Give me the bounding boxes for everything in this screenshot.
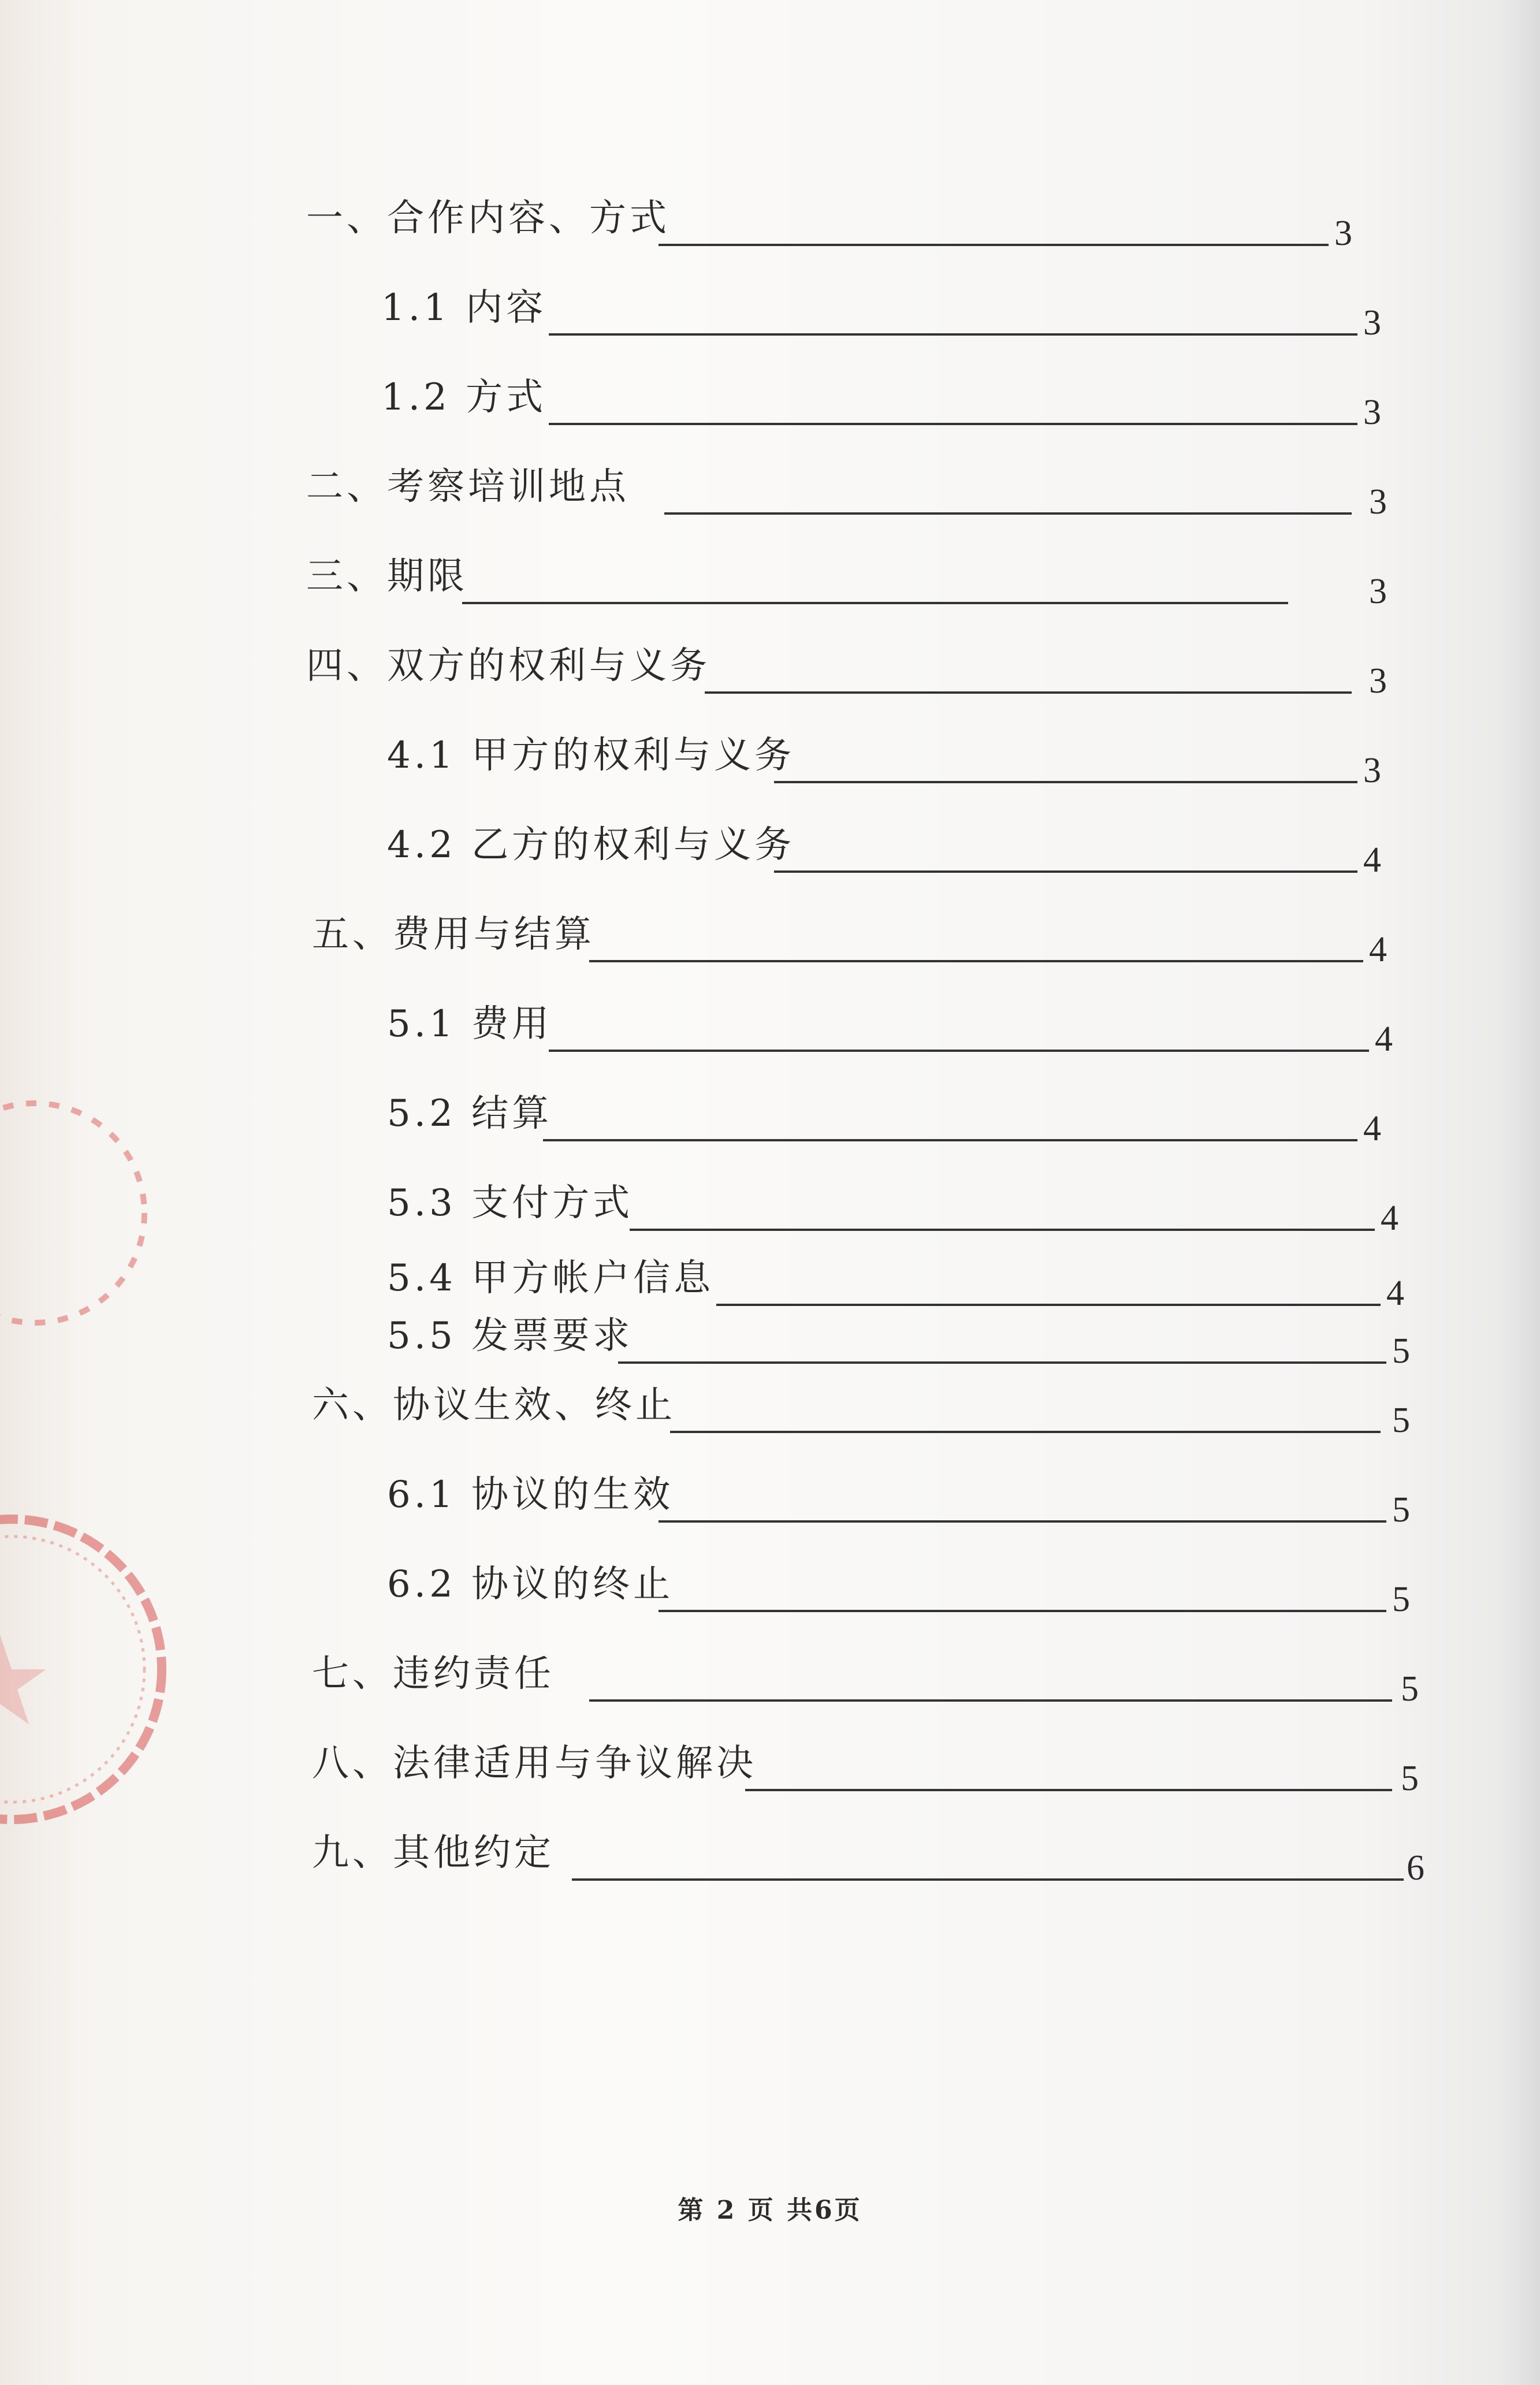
toc-page-number: 3 — [1369, 482, 1387, 522]
toc-entry-label: 九、其他约定 — [312, 1832, 555, 1874]
toc-entry[interactable] — [312, 907, 1398, 970]
toc-entry[interactable] — [387, 1086, 1398, 1149]
toc-leader-line — [618, 1361, 1386, 1364]
toc-leader-line — [774, 870, 1357, 873]
toc-entry-label: 1.2 方式 — [381, 376, 547, 419]
toc-entry-label: 5.3 支付方式 — [387, 1182, 634, 1225]
toc-page-number: 4 — [1381, 1199, 1398, 1238]
toc-entry[interactable] — [312, 1736, 1427, 1799]
toc-leader-line — [589, 1699, 1392, 1702]
toc-entry-label: 八、法律适用与争议解决 — [312, 1742, 757, 1785]
toc-leader-line — [664, 512, 1352, 515]
toc-page-number: 4 — [1369, 930, 1387, 969]
toc-entry-label: 五、费用与结算 — [312, 913, 595, 956]
toc-entry-label: 5.5 发票要求 — [387, 1315, 634, 1357]
toc-leader-line — [630, 1229, 1375, 1231]
toc-entry-label: 六、协议生效、终止 — [312, 1384, 676, 1427]
toc-entry-label: 1.1 内容 — [381, 287, 547, 329]
page-footer: 第 2 页 共6页 — [678, 2196, 862, 2225]
toc-page-number: 4 — [1386, 1274, 1404, 1313]
toc-entry[interactable] — [306, 191, 1363, 254]
toc-page-number: 5 — [1392, 1401, 1410, 1440]
toc-page-number: 5 — [1401, 1669, 1419, 1709]
toc-leader-line — [774, 781, 1357, 783]
toc-entry[interactable] — [312, 1646, 1427, 1710]
toc-page-number: 3 — [1363, 751, 1381, 790]
toc-entry[interactable] — [381, 370, 1386, 433]
toc-leader-line — [670, 1431, 1381, 1433]
toc-entry[interactable] — [387, 1467, 1415, 1531]
toc-entry-label: 4.2 乙方的权利与义务 — [387, 824, 795, 866]
toc-leader-line — [705, 691, 1352, 694]
toc-leader-line — [549, 333, 1357, 336]
toc-entry-label: 6.2 协议的终止 — [387, 1563, 674, 1606]
toc-leader-line — [549, 1050, 1369, 1052]
toc-leader-line — [659, 1520, 1386, 1523]
toc-leader-line — [659, 1610, 1386, 1612]
toc-leader-line — [549, 423, 1357, 425]
toc-leader-line — [716, 1304, 1381, 1306]
toc-entry[interactable] — [387, 996, 1398, 1060]
toc-entry-label: 5.2 结算 — [387, 1092, 553, 1135]
toc-entry[interactable] — [387, 817, 1386, 881]
toc-leader-line — [543, 1139, 1357, 1141]
toc-page-number: 3 — [1334, 214, 1352, 253]
toc-page-number: 4 — [1363, 1109, 1381, 1148]
toc-leader-line — [745, 1789, 1392, 1791]
toc-entry[interactable] — [306, 549, 1392, 612]
toc-entry[interactable] — [381, 280, 1386, 344]
toc-page-number: 4 — [1363, 840, 1381, 880]
toc-page-number: 5 — [1392, 1331, 1410, 1371]
toc-page-number: 3 — [1363, 393, 1381, 432]
toc-entry-label: 4.1 甲方的权利与义务 — [387, 734, 795, 777]
toc-entry-label: 七、违约责任 — [312, 1653, 555, 1695]
toc-entry[interactable] — [387, 1251, 1404, 1314]
toc-entry-label: 5.1 费用 — [387, 1003, 553, 1045]
toc-page-number: 3 — [1363, 303, 1381, 343]
toc-page-number: 5 — [1392, 1490, 1410, 1530]
toc-leader-line — [659, 244, 1329, 246]
toc-entry-label: 三、期限 — [306, 555, 468, 598]
toc-entry[interactable] — [312, 1825, 1444, 1889]
toc-page-number: 3 — [1369, 572, 1387, 611]
toc-entry[interactable] — [387, 728, 1386, 791]
toc-entry-label: 二、考察培训地点 — [306, 466, 630, 508]
toc-entry[interactable] — [387, 1308, 1415, 1372]
toc-entry[interactable] — [387, 1557, 1415, 1620]
toc-entry[interactable] — [387, 1175, 1404, 1239]
toc-entry-label: 5.4 甲方帐户信息 — [387, 1257, 715, 1300]
toc-entry[interactable] — [312, 1378, 1421, 1441]
toc-page-number: 4 — [1375, 1020, 1393, 1059]
toc-leader-line — [589, 960, 1363, 962]
toc-entry-label: 6.1 协议的生效 — [387, 1474, 674, 1516]
toc-entry-label: 四、双方的权利与义务 — [306, 645, 711, 687]
toc-page-number: 5 — [1401, 1759, 1419, 1798]
toc-page-number: 6 — [1407, 1848, 1424, 1888]
toc-entry[interactable] — [306, 638, 1392, 702]
toc-page-number: 5 — [1392, 1580, 1410, 1619]
toc-entry[interactable] — [306, 459, 1392, 523]
toc-page-number: 3 — [1369, 661, 1387, 701]
toc-leader-line — [572, 1878, 1404, 1881]
toc-leader-line — [462, 602, 1288, 604]
toc-entry-label: 一、合作内容、方式 — [306, 197, 670, 240]
